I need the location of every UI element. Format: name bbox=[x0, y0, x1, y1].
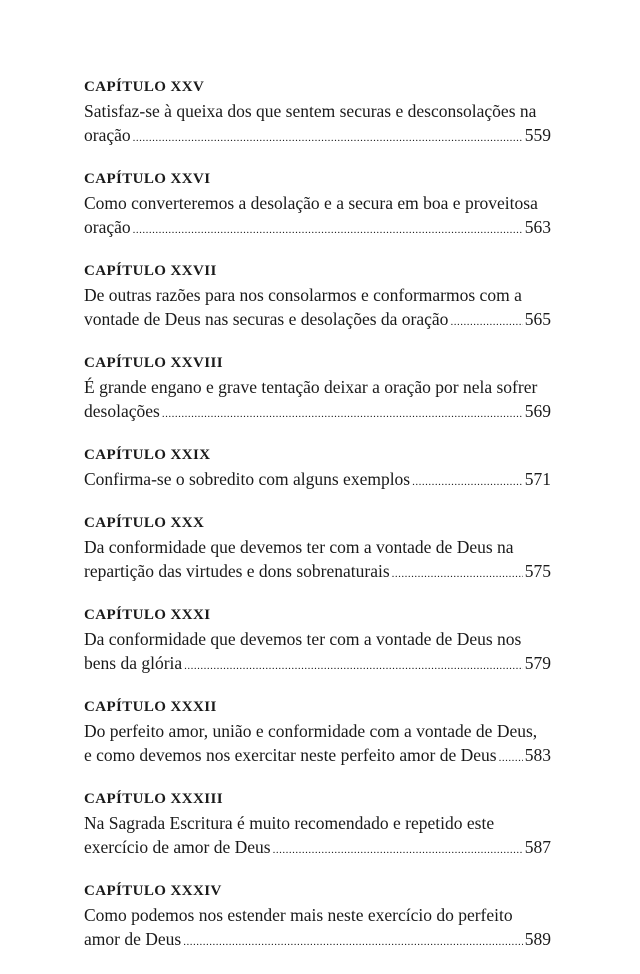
page-number: 587 bbox=[524, 837, 551, 857]
chapter-heading: CAPÍTULO XXVII bbox=[84, 263, 217, 279]
page-number: 571 bbox=[524, 469, 551, 489]
chapter-title-text: Confirma-se o sobredito com alguns exemplos bbox=[84, 469, 411, 489]
page-number: 569 bbox=[524, 401, 551, 421]
dot-leader bbox=[184, 651, 523, 678]
chapter-title-text: desolações bbox=[84, 401, 160, 421]
chapter-title-last-line bbox=[84, 559, 551, 586]
toc-entry bbox=[84, 790, 551, 862]
toc-entry bbox=[84, 354, 551, 426]
dot-leader bbox=[450, 307, 522, 334]
chapter-heading: CAPÍTULO XXXII bbox=[84, 699, 217, 715]
page-number: 559 bbox=[524, 125, 551, 145]
chapter-heading: CAPÍTULO XXV bbox=[84, 79, 205, 95]
table-of-contents bbox=[84, 78, 551, 974]
chapter-title-text: repartição das virtudes e dons sobrenaturais bbox=[84, 561, 390, 581]
chapter-title-last-line bbox=[84, 743, 551, 770]
chapter-title-text: e como devemos nos exercitar neste perfeito amor de Deus bbox=[84, 745, 497, 765]
chapter-title-last-line bbox=[84, 467, 551, 494]
toc-entry bbox=[84, 78, 551, 150]
chapter-heading: CAPÍTULO XXXIII bbox=[84, 791, 223, 807]
chapter-title-line: Do perfeito amor, união e conformidade com a vontade de Deus, bbox=[84, 721, 538, 741]
chapter-title-line: Satisfaz-se à queixa dos que sentem securas e desconsolações na bbox=[84, 101, 537, 121]
toc-entry bbox=[84, 446, 551, 494]
page-number: 583 bbox=[524, 745, 551, 765]
toc-entry bbox=[84, 170, 551, 242]
chapter-title-text: vontade de Deus nas securas e desolações da oração bbox=[84, 309, 449, 329]
chapter-title-last-line bbox=[84, 651, 551, 678]
dot-leader bbox=[133, 123, 523, 150]
chapter-heading: CAPÍTULO XXXIV bbox=[84, 883, 222, 899]
chapter-title-last-line bbox=[84, 835, 551, 862]
chapter-heading: CAPÍTULO XXVIII bbox=[84, 355, 223, 371]
chapter-title-last-line bbox=[84, 307, 551, 334]
chapter-title-text: bens da glória bbox=[84, 653, 183, 673]
chapter-heading: CAPÍTULO XXXI bbox=[84, 607, 211, 623]
chapter-title-text: amor de Deus bbox=[84, 929, 182, 949]
dot-leader bbox=[392, 559, 523, 586]
dot-leader bbox=[412, 467, 523, 494]
chapter-title-text: oração bbox=[84, 217, 131, 237]
chapter-title-line: De outras razões para nos consolarmos e conformarmos com a bbox=[84, 285, 522, 305]
chapter-title-last-line bbox=[84, 399, 551, 426]
toc-entry bbox=[84, 514, 551, 586]
dot-leader bbox=[133, 215, 523, 242]
chapter-title-text: exercício de amor de Deus bbox=[84, 837, 271, 857]
chapter-title-line: Na Sagrada Escritura é muito recomendado e repetido este bbox=[84, 813, 495, 833]
chapter-heading: CAPÍTULO XXX bbox=[84, 515, 205, 531]
chapter-title-text: oração bbox=[84, 125, 131, 145]
chapter-heading: CAPÍTULO XXIX bbox=[84, 447, 211, 463]
chapter-title-line: Da conformidade que devemos ter com a vontade de Deus nos bbox=[84, 629, 522, 649]
chapter-title-last-line bbox=[84, 927, 551, 954]
chapter-title-line: É grande engano e grave tentação deixar a oração por nela sofrer bbox=[84, 377, 538, 397]
page-number: 575 bbox=[524, 561, 551, 581]
chapter-title-line: Da conformidade que devemos ter com a vontade de Deus na bbox=[84, 537, 514, 557]
page-number: 589 bbox=[524, 929, 551, 949]
dot-leader bbox=[183, 927, 523, 954]
toc-entry bbox=[84, 606, 551, 678]
toc-entry bbox=[84, 698, 551, 770]
chapter-title-line: Como podemos nos estender mais neste exercício do perfeito bbox=[84, 905, 513, 925]
toc-entry bbox=[84, 262, 551, 334]
chapter-heading: CAPÍTULO XXVI bbox=[84, 171, 211, 187]
dot-leader bbox=[162, 399, 523, 426]
toc-entry bbox=[84, 882, 551, 954]
dot-leader bbox=[273, 835, 523, 862]
page-number: 579 bbox=[524, 653, 551, 673]
chapter-title-line: Como converteremos a desolação e a secura em boa e proveitosa bbox=[84, 193, 538, 213]
dot-leader bbox=[499, 743, 523, 770]
chapter-title-last-line bbox=[84, 215, 551, 242]
page-number: 563 bbox=[524, 217, 551, 237]
page-number: 565 bbox=[524, 309, 551, 329]
chapter-title-last-line bbox=[84, 123, 551, 150]
